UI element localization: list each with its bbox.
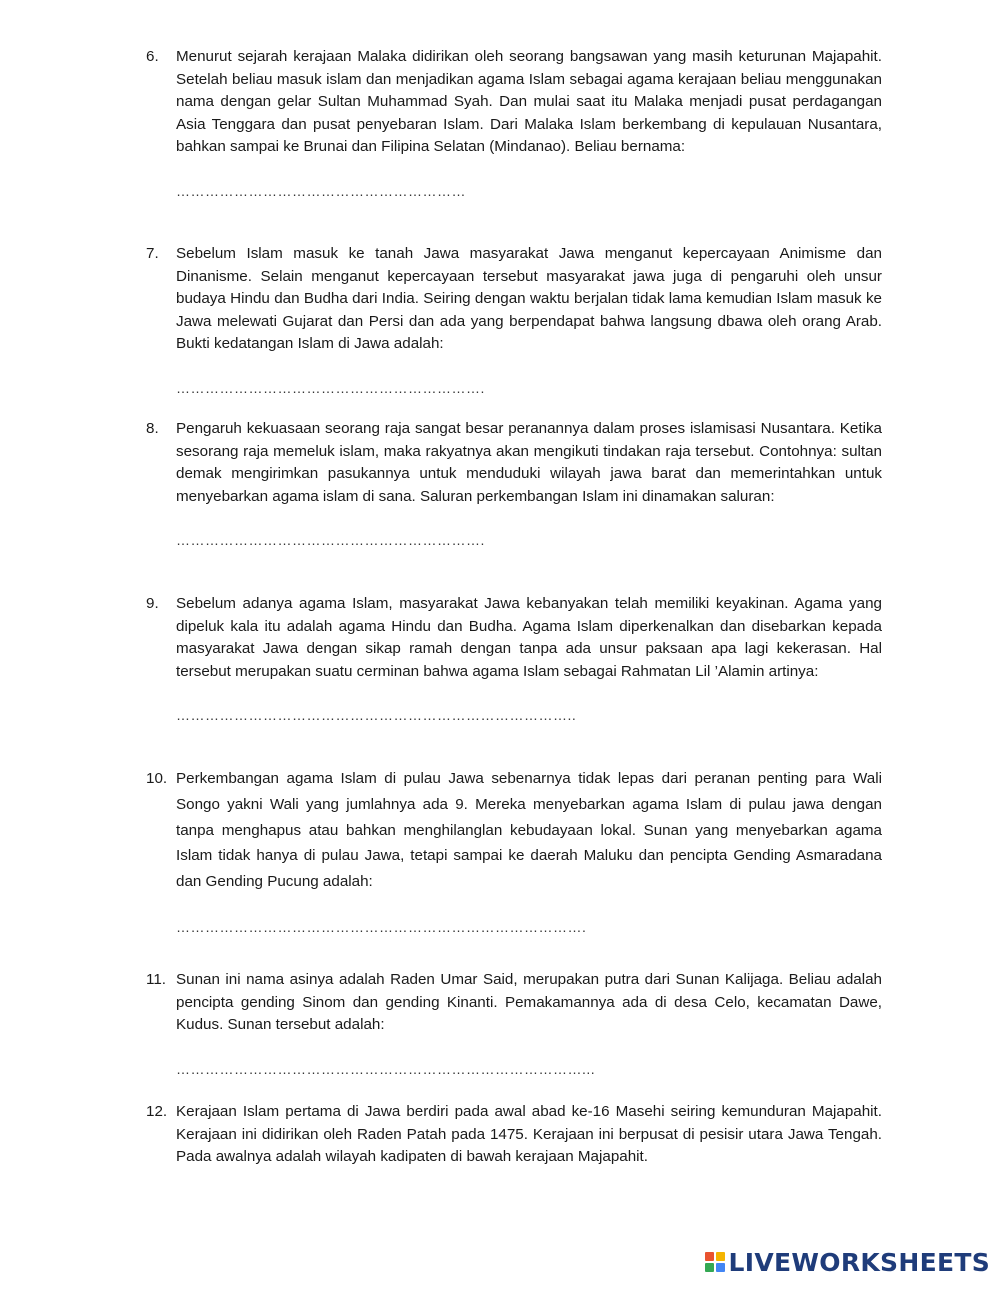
logo-text: LIVEWORKSHEETS <box>728 1247 990 1277</box>
question-6 <box>146 46 882 201</box>
question-number: 8. <box>146 420 159 437</box>
question-text: Sebelum Islam masuk ke tanah Jawa masyarakat Jawa menganut kepercayaan Animisme dan Dinanisme. Selain menganut kepercayaan tersebut masyarakat jawa juga di pengaruhi oleh unsur budaya Hindu dan Budha dari India. Seiring dengan waktu berjalan tidak lama kemudian Islam masuk ke Jawa melewati Gujarat dan Persi dan ada yang berpendapat bahwa langsung dbawa oleh orang Arab. Bukti kedatangan Islam di Jawa adalah: <box>176 245 882 352</box>
question-text: Perkembangan agama Islam di pulau Jawa sebenarnya tidak lepas dari peranan penting para Wali Songo yakni Wali yang jumlahnya ada 9. Mereka menyebarkan agama Islam di pulau jawa dengan tanpa menghapus atau bahkan menghilanglan kebudayaan lokal. Sunan yang menyebarkan agama Islam tidak hanya di pulau Jawa, tetapi sampai ke daerah Maluku dan pencipta Gending Asmaradana dan Gending Pucung adalah: <box>176 770 882 891</box>
answer-blank[interactable]: ………………………………………………………. <box>176 532 485 548</box>
answer-blank[interactable]: …………………………………………………… <box>176 182 466 199</box>
question-number: 9. <box>146 595 159 612</box>
question-number: 6. <box>146 48 159 65</box>
question-12 <box>146 1101 882 1169</box>
answer-blank[interactable]: ………………………………………………………. <box>176 379 485 396</box>
logo-square <box>705 1252 714 1261</box>
liveworksheets-logo <box>705 1245 990 1279</box>
question-11 <box>146 969 882 1079</box>
answer-blank[interactable]: …………………………………………………………………………... <box>176 1060 596 1077</box>
question-9 <box>146 593 882 725</box>
logo-square <box>716 1252 725 1261</box>
logo-square <box>716 1263 725 1272</box>
question-number: 11. <box>146 971 166 988</box>
question-text: Menurut sejarah kerajaan Malaka didirikan oleh seorang bangsawan yang masih keturunan Majapahit. Setelah beliau masuk islam dan menjadikan agama Islam sebagai agama kerajaan beliau menggunakan nama dengan gelar Sultan Muhammad Syah. Dan mulai saat itu Malaka menjadi pusat perdagangan Asia Tenggara dan pusat penyebaran Islam. Dari Malaka Islam berkembang di kepulauan Nusantara, bahkan sampai ke Brunai dan Filipina Selatan (Mindanao). Beliau bernama: <box>176 48 882 155</box>
answer-blank[interactable]: …………………………………………………………………………. <box>176 918 587 935</box>
question-number: 10. <box>146 770 168 787</box>
question-number: 12. <box>146 1103 168 1120</box>
question-7 <box>146 243 882 398</box>
question-text: Sunan ini nama asinya adalah Raden Umar Said, merupakan putra dari Sunan Kalijaga. Beliau adalah pencipta gending Sinom dan gending Kinanti. Pemakamannya ada di desa Celo, kecamatan Dawe, Kudus. Sunan tersebut adalah: <box>176 971 882 1033</box>
question-text: Kerajaan Islam pertama di Jawa berdiri pada awal abad ke-16 Masehi seiring kemunduran Majapahit. Kerajaan ini didirikan oleh Raden Patah pada 1475. Kerajaan ini berpusat di pesisir utara Jawa Tengah. Pada awalnya adalah wilayah kadipaten di bawah kerajaan Majapahit. <box>176 1103 882 1165</box>
liveworksheets-logo-icon <box>705 1252 725 1272</box>
question-text: Sebelum adanya agama Islam, masyarakat Jawa kebanyakan telah memiliki keyakinan. Agama yang dipeluk kala itu adalah agama Hindu dan Budha. Agama Islam diperkenalkan dan disebarkan kepada masyarakat Jawa dengan sikap ramah dengan tanpa ada unsur paksaan apa lagi kekerasan. Hal tersebut merupakan suatu cerminan bahwa agama Islam sebagai Rahmatan Lil ’Alamin artinya: <box>176 595 882 680</box>
question-text: Pengaruh kekuasaan seorang raja sangat besar peranannya dalam proses islamisasi Nusantara. Ketika sesorang raja memeluk islam, maka rakyatnya akan mengikuti tindakan raja tersebut. Contohnya: sultan demak mengirimkan pasukannya untuk menduduki wilayah jawa barat dan memerintahkan untuk menyebarkan agama islam di sana. Saluran perkembangan Islam ini dinamakan saluran: <box>176 420 882 505</box>
question-10 <box>146 766 882 937</box>
question-8 <box>146 418 882 550</box>
answer-blank[interactable]: ……………………………………………………………………….. <box>176 707 577 723</box>
logo-square <box>705 1263 714 1272</box>
question-number: 7. <box>146 245 159 262</box>
